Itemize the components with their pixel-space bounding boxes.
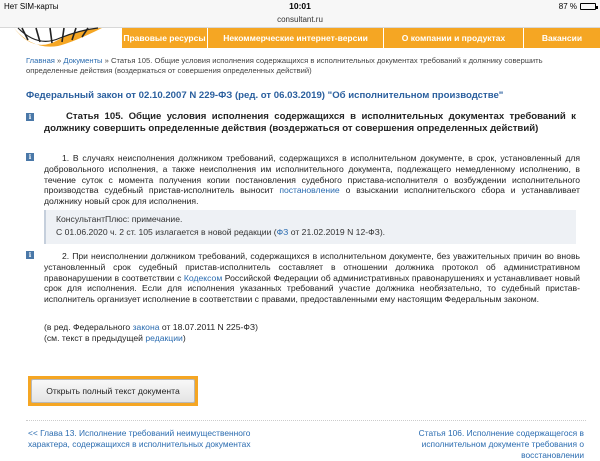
edition-note xyxy=(44,322,258,333)
info-icon[interactable]: i xyxy=(26,251,34,259)
paragraph-2 xyxy=(44,251,580,305)
note-body xyxy=(56,226,566,239)
nav-company-products[interactable]: О компании и продуктах xyxy=(384,28,524,48)
note-text: С 01.06.2020 ч. 2 ст. 105 излагается в новой редакции ( xyxy=(56,226,277,237)
breadcrumb-current: Статья 105. Общие условия исполнения содержащихся в исполнительных документах требований к должнику совершить определенные действия (воздержаться от совершения определенных действий) xyxy=(26,56,543,75)
nav-vacancies[interactable]: Вакансии xyxy=(541,33,583,43)
open-full-text-highlight xyxy=(28,376,198,406)
next-article-link[interactable]: Статья 106. Исполнение содержащегося в исполнительном документе требования о восстановлении xyxy=(418,428,584,460)
code-link[interactable]: Кодексом xyxy=(183,272,223,283)
paragraph-2-tail: Российской Федерации об административных правонарушениях и устанавливает новый срок для исполнения. Если для исполнения указанных требований участие должника необязательно, то судебный пристав-исполнитель организует исполнение в соответствии с правами, предоставленными ему настоящим Федеральным законом. xyxy=(44,272,580,305)
note-heading: КонсультантПлюс: примечание. xyxy=(56,214,183,224)
fz-link[interactable]: ФЗ xyxy=(276,226,289,237)
breadcrumb-separator: » xyxy=(54,56,64,65)
address-bar[interactable]: consultant.ru xyxy=(0,14,600,28)
site-logo[interactable] xyxy=(14,28,102,48)
logo-icon xyxy=(14,28,102,48)
resolution-link[interactable]: постановление xyxy=(279,185,340,196)
breadcrumb-documents[interactable]: Документы xyxy=(63,56,103,65)
edition-suffix: от 18.07.2011 N 225-ФЗ) xyxy=(159,322,258,332)
clock: 10:01 xyxy=(289,1,311,11)
battery-percent: 87 % xyxy=(558,2,577,11)
carrier-label: Нет SIM-карты xyxy=(4,2,59,11)
previous-edition-note xyxy=(44,333,186,344)
edition-prefix: (в ред. Федерального xyxy=(44,322,133,332)
law-link[interactable]: закона xyxy=(132,322,160,332)
divider xyxy=(26,420,586,421)
status-bar xyxy=(0,0,600,14)
prev-edition-suffix: ) xyxy=(182,333,186,343)
article-title: Статья 105. Общие условия исполнения содержащихся в исполнительных документах требований к должнику совершить определенные действия (воздержаться от совершения определенных действий) xyxy=(44,111,576,135)
prev-chapter-link[interactable]: << Глава 13. Исполнение требований неимущественного характера, содержащихся в исполнительных документах xyxy=(28,428,251,449)
law-title[interactable]: Федеральный закон от 02.10.2007 N 229-ФЗ (ред. от 06.03.2019) "Об исполнительном производстве" xyxy=(26,90,504,101)
breadcrumb-separator: » xyxy=(102,56,111,65)
battery-icon xyxy=(580,3,596,10)
battery-indicator xyxy=(559,2,596,11)
breadcrumb xyxy=(26,56,581,76)
paragraph-1-text: 1. В случаях неисполнения должником требований, содержащихся в исполнительном документе, в срок, установленный для добровольного исполнения, а также неисполнения им исполнительного документа, подлежащего немедленному исполнению, в течение суток с момента получения копии постановления судебного пристава-исполнителя о возбуждении исполнительного производства судебный пристав-исполнитель выносит xyxy=(44,153,580,196)
nav-noncommercial-versions[interactable]: Некоммерческие интернет-версии xyxy=(208,28,384,48)
nav-legal-resources[interactable]: Правовые ресурсы xyxy=(122,28,208,48)
open-full-text-button[interactable]: Открыть полный текст документа xyxy=(31,379,195,403)
note-tail: от 21.02.2019 N 12-ФЗ). xyxy=(288,226,386,237)
main-nav xyxy=(122,28,600,48)
info-icon[interactable]: i xyxy=(26,113,34,121)
breadcrumb-home[interactable]: Главная xyxy=(26,56,55,65)
prev-edition-prefix: (см. текст в предыдущей xyxy=(44,333,146,343)
paragraph-1-tail: о взыскании исполнительского сбора и устанавливает должнику новый срок для исполнения. xyxy=(44,185,580,207)
previous-edition-link[interactable]: редакции xyxy=(145,333,183,343)
consultant-note xyxy=(44,210,576,244)
info-icon[interactable]: i xyxy=(26,153,34,161)
paragraph-1 xyxy=(44,153,580,207)
paragraph-2-text: 2. При неисполнении должником требований, содержащихся в исполнительном документе, без уважительных причин во вновь установленный срок судебный пристав-исполнитель составляет в отношении должника протокол об административном правонарушении в соответствии с xyxy=(44,251,580,283)
